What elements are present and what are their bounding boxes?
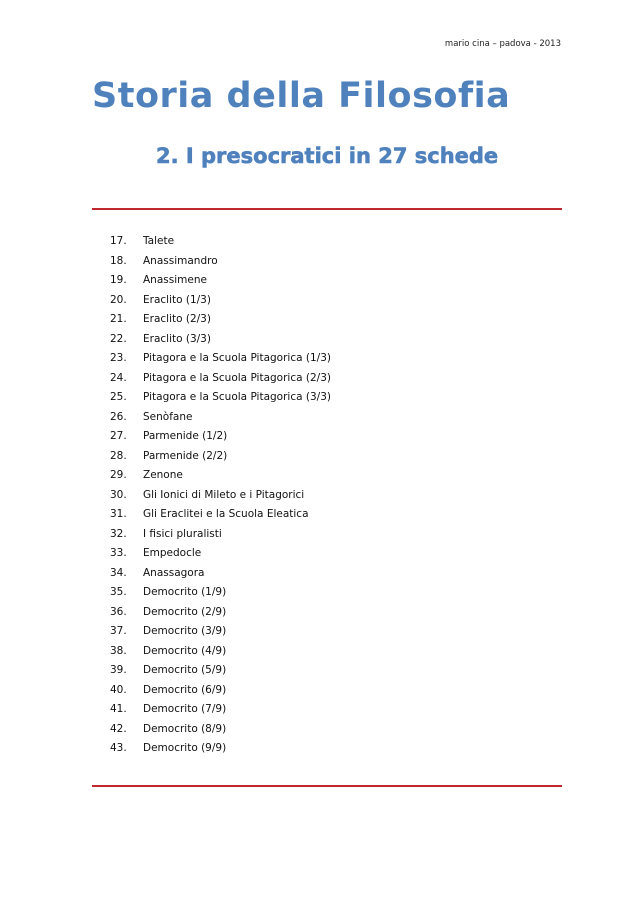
topic-number: 22. bbox=[110, 332, 127, 345]
topic-list bbox=[110, 232, 331, 759]
author-header-note: mario cina – padova - 2013 bbox=[444, 39, 561, 49]
topic-title: Anassimene bbox=[143, 274, 207, 286]
list-item bbox=[110, 681, 331, 701]
topic-number: 21. bbox=[110, 313, 127, 325]
list-item bbox=[110, 447, 331, 467]
list-item bbox=[110, 486, 331, 506]
list-item bbox=[110, 252, 331, 272]
topic-title: Gli Eraclitei e la Scuola Eleatica bbox=[143, 508, 309, 520]
topic-number: 26. bbox=[110, 410, 127, 423]
bottom-divider bbox=[92, 785, 562, 787]
list-item bbox=[110, 310, 331, 330]
list-item bbox=[110, 720, 331, 740]
topic-number: 31. bbox=[110, 508, 127, 520]
topic-title: Zenone bbox=[143, 469, 183, 481]
topic-number: 35. bbox=[110, 586, 127, 598]
topic-number: 23. bbox=[110, 352, 127, 364]
list-item bbox=[110, 330, 331, 350]
topic-title: Empedocle bbox=[143, 547, 202, 559]
topic-number: 30. bbox=[110, 488, 127, 501]
topic-title: Democrito (9/9) bbox=[143, 742, 227, 754]
list-item bbox=[110, 505, 331, 525]
topic-number: 29. bbox=[110, 469, 127, 481]
list-item bbox=[110, 661, 331, 681]
list-item bbox=[110, 271, 331, 291]
topic-number: 33. bbox=[110, 547, 127, 559]
topic-number: 18. bbox=[110, 254, 127, 267]
topic-title: Democrito (5/9) bbox=[143, 664, 227, 676]
list-item bbox=[110, 349, 331, 369]
topic-title: Parmenide (2/2) bbox=[143, 449, 228, 462]
topic-title: Democrito (1/9) bbox=[143, 586, 227, 598]
topic-number: 28. bbox=[110, 449, 127, 462]
topic-number: 38. bbox=[110, 644, 127, 657]
topic-title: Pitagora e la Scuola Pitagorica (1/3) bbox=[143, 352, 331, 364]
topic-title: Anassimandro bbox=[143, 254, 218, 267]
list-item bbox=[110, 466, 331, 486]
list-item bbox=[110, 700, 331, 720]
topic-title: Eraclito (1/3) bbox=[143, 293, 211, 306]
topic-number: 36. bbox=[110, 605, 127, 618]
list-item bbox=[110, 408, 331, 428]
topic-number: 42. bbox=[110, 722, 127, 735]
topic-number: 24. bbox=[110, 371, 127, 384]
topic-title: Gli Ionici di Mileto e i Pitagorici bbox=[143, 488, 305, 501]
list-item bbox=[110, 739, 331, 759]
topic-title: Democrito (6/9) bbox=[143, 683, 227, 696]
topic-title: Senòfane bbox=[143, 410, 193, 423]
list-item bbox=[110, 369, 331, 389]
topic-number: 37. bbox=[110, 625, 127, 637]
list-item bbox=[110, 427, 331, 447]
topic-title: Democrito (3/9) bbox=[143, 625, 227, 637]
topic-title: Eraclito (3/3) bbox=[143, 332, 211, 345]
list-item bbox=[110, 603, 331, 623]
top-divider bbox=[92, 208, 562, 210]
topic-title: I fisici pluralisti bbox=[143, 527, 222, 540]
topic-number: 19. bbox=[110, 274, 127, 286]
list-item bbox=[110, 291, 331, 311]
list-item bbox=[110, 232, 331, 252]
topic-number: 27. bbox=[110, 430, 127, 442]
topic-number: 40. bbox=[110, 683, 127, 696]
topic-title: Eraclito (2/3) bbox=[143, 313, 211, 325]
topic-title: Pitagora e la Scuola Pitagorica (2/3) bbox=[143, 371, 331, 384]
list-item bbox=[110, 583, 331, 603]
topic-number: 41. bbox=[110, 703, 127, 715]
topic-title: Anassagora bbox=[143, 566, 205, 579]
list-item bbox=[110, 622, 331, 642]
topic-number: 39. bbox=[110, 664, 127, 676]
list-item bbox=[110, 642, 331, 662]
topic-title: Parmenide (1/2) bbox=[143, 430, 228, 442]
topic-number: 43. bbox=[110, 742, 127, 754]
page-title: Storia della Filosofia bbox=[92, 76, 511, 116]
topic-title: Democrito (8/9) bbox=[143, 722, 227, 735]
topic-title: Democrito (7/9) bbox=[143, 703, 227, 715]
list-item bbox=[110, 388, 331, 408]
topic-title: Pitagora e la Scuola Pitagorica (3/3) bbox=[143, 391, 331, 403]
topic-number: 17. bbox=[110, 235, 127, 247]
list-item bbox=[110, 564, 331, 584]
topic-number: 32. bbox=[110, 527, 127, 540]
list-item bbox=[110, 544, 331, 564]
topic-number: 20. bbox=[110, 293, 127, 306]
topic-title: Democrito (2/9) bbox=[143, 605, 227, 618]
topic-title: Talete bbox=[143, 235, 175, 247]
topic-number: 34. bbox=[110, 566, 127, 579]
topic-title: Democrito (4/9) bbox=[143, 644, 227, 657]
page-subtitle: 2. I presocratici in 27 schede bbox=[156, 144, 499, 168]
topic-number: 25. bbox=[110, 391, 127, 403]
list-item bbox=[110, 525, 331, 545]
